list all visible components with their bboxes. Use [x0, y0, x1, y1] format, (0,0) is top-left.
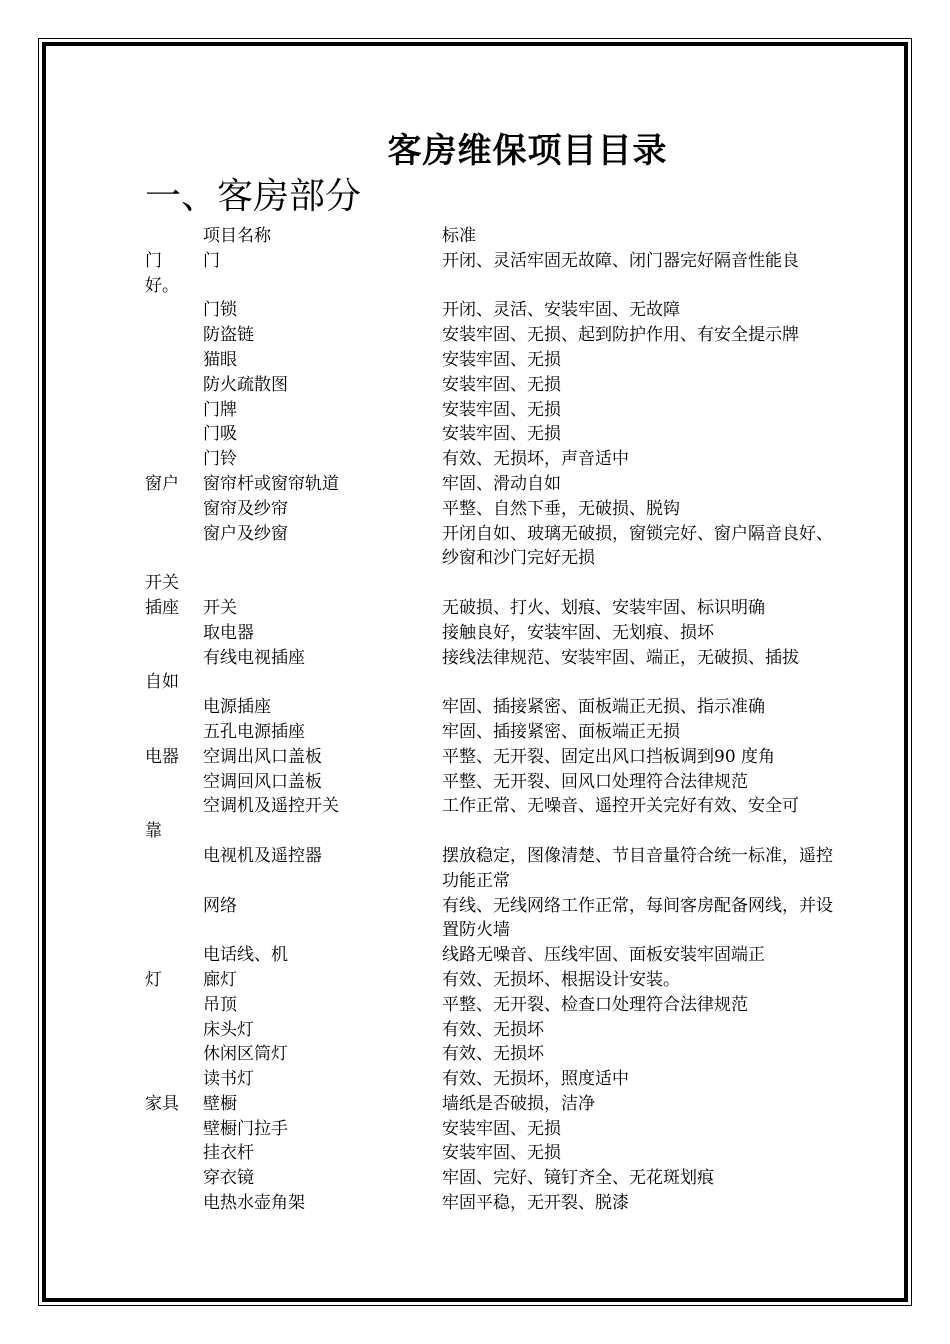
row-item-name: 猫眼 [203, 349, 237, 370]
row-item-name: 防火疏散图 [203, 374, 288, 395]
row-item-name: 穿衣镜 [203, 1168, 254, 1189]
row-item-name: 防盗链 [203, 325, 254, 346]
maintenance-table [145, 224, 850, 1216]
row-standard: 摆放稳定，图像清楚、节目音量符合统一标准，遥控功能正常 [442, 845, 833, 891]
row-standard: 牢固、滑动自如 [442, 473, 561, 494]
row-item-name: 取电器 [203, 622, 254, 643]
document-title: 客房维保项目目录 [387, 131, 668, 171]
row-standard: 平整、无开裂、回风口处理符合法律规范 [442, 771, 748, 792]
row-standard: 安装牢固、无损、起到防护作用、有安全提示牌 [442, 325, 799, 346]
table-row [145, 1092, 850, 1117]
row-standard: 开闭自如、玻璃无破损，窗锁完好、窗户隔音良好、纱窗和沙门完好无损 [442, 523, 833, 569]
row-standard: 牢固、插接紧密、面板端正无损、指示准确 [442, 697, 765, 718]
row-standard: 安装牢固、无损 [442, 1143, 561, 1164]
row-standard: 有效、无损坏，照度适中 [442, 1069, 629, 1090]
table-row [145, 770, 850, 795]
row-item-name: 空调出风口盖板 [203, 746, 322, 767]
row-standard: 无破损、打火、划痕、安装牢固、标识明确 [442, 597, 765, 618]
row-standard: 有效、无损坏，声音适中 [442, 449, 629, 470]
table-row [145, 745, 850, 770]
table-row [145, 447, 850, 472]
row-standard: 安装牢固、无损 [442, 349, 561, 370]
row-standard: 工作正常、无噪音、遥控开关完好有效、安全可 [442, 796, 799, 817]
row-standard: 开闭、灵活牢固无故障、闭门器完好隔音性能良 [442, 250, 799, 271]
row-category: 家具 [145, 1093, 179, 1114]
table-header-row [145, 224, 850, 249]
row-item-name: 挂衣杆 [203, 1143, 254, 1164]
row-item-name: 床头灯 [203, 1019, 254, 1040]
row-standard-continuation: 自如 [145, 672, 179, 693]
table-row [145, 1042, 850, 1067]
table-row [145, 323, 850, 348]
row-item-name: 门铃 [203, 449, 237, 470]
row-standard: 线路无噪音、压线牢固、面板安装牢固端正 [442, 945, 765, 966]
row-item-name: 电视机及遥控器 [203, 845, 322, 866]
row-standard: 安装牢固、无损 [442, 374, 561, 395]
row-category: 灯 [145, 969, 162, 990]
header-standard: 标准 [442, 226, 476, 246]
table-row [145, 794, 850, 819]
row-standard: 有效、无损坏 [442, 1019, 544, 1040]
row-item-name: 壁橱 [203, 1093, 237, 1114]
table-row [145, 943, 850, 968]
row-item-name: 电源插座 [203, 697, 271, 718]
table-row [145, 993, 850, 1018]
row-standard: 墙纸是否破损，洁净 [442, 1093, 595, 1114]
row-item-name: 网络 [203, 895, 237, 916]
table-row [145, 422, 850, 447]
row-standard: 接触良好，安装牢固、无划痕、损坏 [442, 622, 714, 643]
row-standard: 接线法律规范、安装牢固、端正，无破损、插拔 [442, 647, 799, 668]
table-row [145, 1067, 850, 1092]
row-item-name: 读书灯 [203, 1069, 254, 1090]
row-standard: 牢固平稳，无开裂、脱漆 [442, 1193, 629, 1214]
row-category: 门 [145, 250, 162, 271]
row-item-name: 窗户及纱窗 [203, 523, 288, 544]
row-standard: 有效、无损坏、根据设计安装。 [442, 969, 680, 990]
row-standard: 开闭、灵活、安装牢固、无故障 [442, 300, 680, 321]
row-item-name: 门 [203, 250, 220, 271]
row-item-name: 门吸 [203, 424, 237, 445]
row-standard: 平整、自然下垂，无破损、脱钩 [442, 498, 680, 519]
row-category: 开关 [145, 573, 179, 594]
row-standard: 牢固、插接紧密、面板端正无损 [442, 721, 680, 742]
table-row [145, 646, 850, 671]
table-row [145, 1018, 850, 1043]
row-item-name: 窗帘杆或窗帘轨道 [203, 473, 339, 494]
row-item-name: 电话线、机 [203, 945, 288, 966]
table-row [145, 844, 850, 894]
table-row [145, 348, 850, 373]
row-category: 插座 [145, 597, 179, 618]
row-item-name: 休闲区筒灯 [203, 1044, 288, 1065]
row-standard: 有线、无线网络工作正常，每间客房配备网线，并设置防火墙 [442, 895, 833, 941]
row-standard: 平整、无开裂、检查口处理符合法律规范 [442, 994, 748, 1015]
table-row [145, 621, 850, 646]
row-standard: 有效、无损坏 [442, 1044, 544, 1065]
table-row [145, 373, 850, 398]
table-row [145, 1166, 850, 1191]
row-item-name: 电热水壶角架 [203, 1193, 305, 1214]
table-row [145, 472, 850, 497]
row-standard: 安装牢固、无损 [442, 1118, 561, 1139]
table-row [145, 497, 850, 522]
table-row [145, 894, 850, 944]
row-category: 电器 [145, 746, 179, 767]
table-row [145, 968, 850, 993]
row-category: 窗户 [145, 473, 179, 494]
row-standard [442, 571, 847, 596]
row-item-name: 有线电视插座 [203, 647, 305, 668]
row-item-name: 窗帘及纱帘 [203, 498, 288, 519]
row-item-name: 空调回风口盖板 [203, 771, 322, 792]
row-standard-continuation: 好。 [145, 275, 179, 296]
table-row [145, 398, 850, 423]
document-content [145, 128, 850, 1216]
row-item-name: 开关 [203, 597, 237, 618]
table-row [145, 695, 850, 720]
table-row [145, 720, 850, 745]
row-standard: 平整、无开裂、固定出风口挡板调到90 度角 [442, 746, 776, 767]
row-item-name: 门锁 [203, 300, 237, 321]
table-row [145, 249, 850, 274]
table-row [145, 1141, 850, 1166]
row-standard: 安装牢固、无损 [442, 424, 561, 445]
row-standard: 牢固、完好、镜钉齐全、无花斑划痕 [442, 1168, 714, 1189]
table-row [145, 1191, 850, 1216]
row-standard: 安装牢固、无损 [442, 399, 561, 420]
table-row [145, 298, 850, 323]
header-item-name: 项目名称 [203, 226, 271, 246]
table-row [145, 1117, 850, 1142]
row-item-name: 吊顶 [203, 994, 237, 1015]
row-item-name: 五孔电源插座 [203, 721, 305, 742]
table-row [145, 522, 850, 572]
row-item-name: 门牌 [203, 399, 237, 420]
row-item-name: 廊灯 [203, 969, 237, 990]
table-row [145, 571, 850, 596]
table-row [145, 596, 850, 621]
section-heading: 一、客房部分 [145, 176, 362, 217]
row-standard-continuation: 靠 [145, 821, 162, 842]
row-item-name: 壁橱门拉手 [203, 1118, 288, 1139]
row-item-name: 空调机及遥控开关 [203, 796, 339, 817]
